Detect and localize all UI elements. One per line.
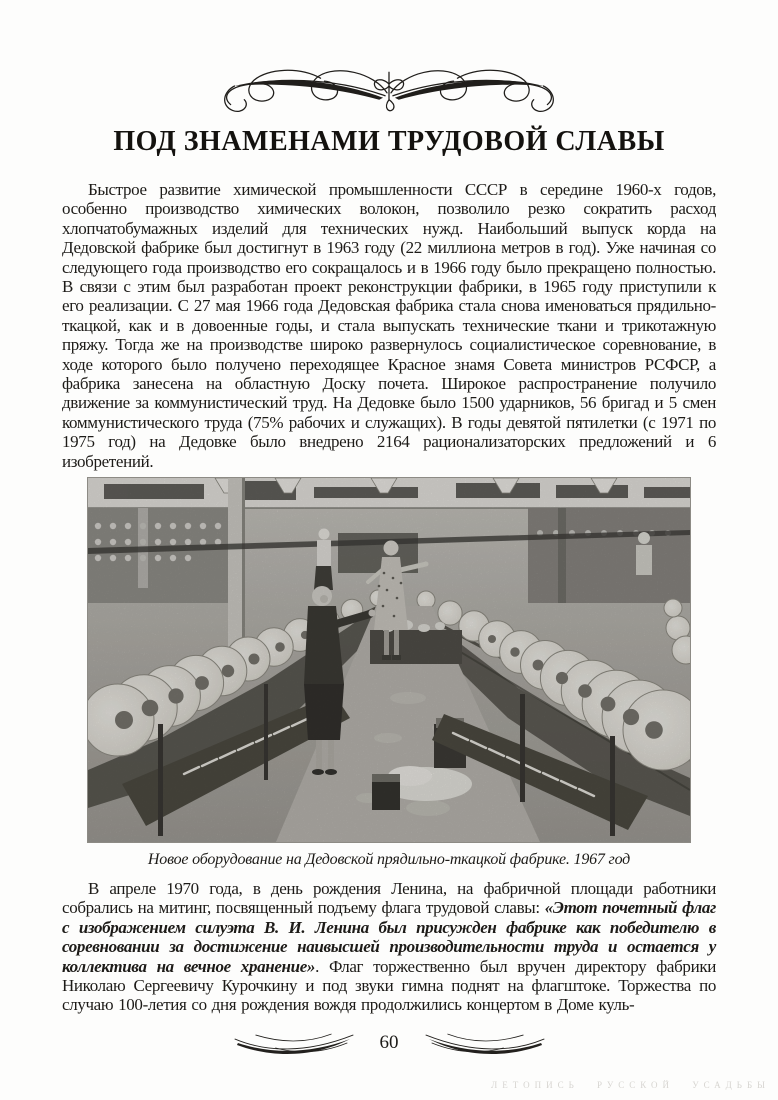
paragraph-1: Быстрое развитие химической промышленности СССР в середине 1960-х годов, особенно производство химических волокон, позволило резко сократить расход хлопчатобумажных изделий для технических нужд. Наибольший выпуск корда на Дедовской фабрике был достигнут в 1963 году (22 миллиона метров в год). Уже начиная со следующего года производство его сокращалось и в 1966 году было прекращено полностью. В связи с этим был разработан проект реконструкции фабрики, в 1965 году приступили к его реализации. С 27 мая 1966 года Дедовская фабрика стала снова именоваться прядильно-ткацкой, как и в довоенные годы, и стала выпускать технические ткани и трикотажную пряжу. Тогда же на производстве широко развернулось социалистическое соревнование, в ходе которого было получено переходящее Красное знамя Совета министров РСФСР, а фабрика занесена на областную Доску почета. Широкое распространение получило движение за коммунистический труд. На Дедовке было 1500 ударников, 56 бригад и 5 смен коммунистического труда (75% рабочих и служащих). В годы девятой пятилетки (с 1971 по 1975 год) на Дедовке было внедрено 2164 рационализаторских предложений и 6 изобретений. bbox=[62, 180, 716, 471]
watermark-text: летопись русской усадьбы bbox=[491, 1076, 770, 1091]
paragraph-2-quote: «Этот почетный флаг с изображением силуэта В. И. Ленина был присужден фабрике как победителю в соревновании за достижение наивысшей производительности труда и остается у коллектива на вечное хранение» bbox=[62, 898, 716, 976]
page-number: 60 bbox=[379, 1032, 399, 1053]
page-title: ПОД ЗНАМЕНАМИ ТРУДОВОЙ СЛАВЫ bbox=[113, 126, 665, 157]
paragraph-2-tail: . Флаг торжественно был вручен директору фабрики Николаю Сергеевичу Курочкину и под звуки гимна поднят на флагштоке. Торжества по случаю 100-летия со дня рождения вождя продолжились концертом в Доме куль- bbox=[62, 956, 716, 1015]
paragraph-2 bbox=[62, 879, 716, 1015]
paragraph-2-lead: В апреле 1970 года, в день рождения Ленина, на фабричной площади работники собрались на митинг, посвященный подъему флага трудовой славы: bbox=[62, 879, 716, 918]
ornament-footer-left-icon bbox=[232, 1031, 356, 1055]
page-footer bbox=[0, 1030, 778, 1056]
factory-photo-image bbox=[88, 478, 690, 842]
photo-caption: Новое оборудование на Дедовской прядильно-ткацкой фабрике. 1967 год bbox=[147, 851, 631, 868]
ornament-footer-right-icon bbox=[423, 1031, 547, 1055]
factory-photo-figure bbox=[88, 478, 690, 869]
ornament-top-flourish-icon bbox=[213, 56, 565, 116]
